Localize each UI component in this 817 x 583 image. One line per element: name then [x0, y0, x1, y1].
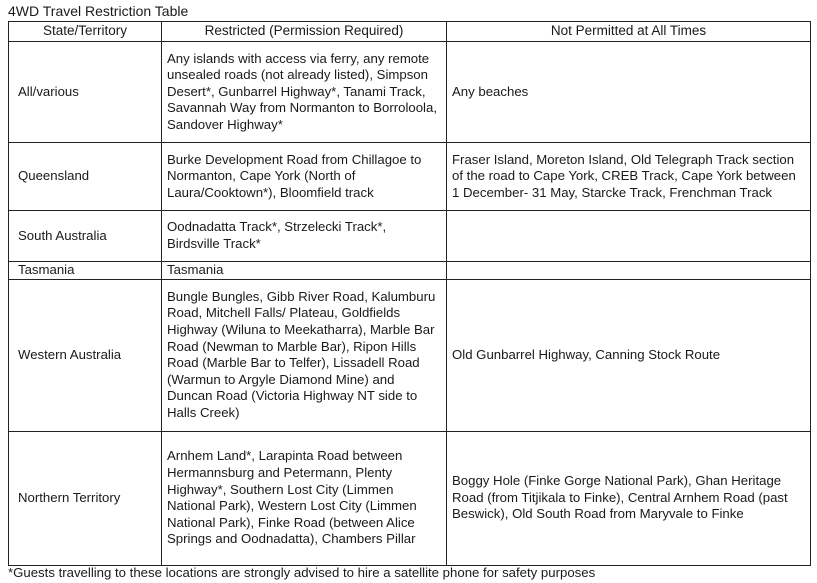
state-cell: Queensland	[9, 143, 162, 211]
not-permitted-cell: Any beaches	[447, 42, 811, 143]
not-permitted-cell	[447, 262, 811, 280]
restricted-cell: Tasmania	[162, 262, 447, 280]
table-row	[9, 279, 811, 431]
table-row	[9, 143, 811, 211]
column-header-state: State/Territory	[9, 22, 162, 42]
state-cell: Northern Territory	[9, 431, 162, 565]
table-header-row	[9, 22, 811, 42]
not-permitted-cell: Old Gunbarrel Highway, Canning Stock Route	[447, 279, 811, 431]
state-cell: South Australia	[9, 211, 162, 262]
not-permitted-cell	[447, 211, 811, 262]
table-row	[9, 42, 811, 143]
state-cell: Tasmania	[9, 262, 162, 280]
not-permitted-cell: Boggy Hole (Finke Gorge National Park), Ghan Heritage Road (from Titjikala to Finke), Central Arnhem Road (past Beswick), Old South Road from Maryvale to Finke	[447, 431, 811, 565]
restricted-cell: Burke Development Road from Chillagoe to Normanton, Cape York (North of Laura/Cooktown*), Bloomfield track	[162, 143, 447, 211]
restricted-cell: Bungle Bungles, Gibb River Road, Kalumburu Road, Mitchell Falls/ Plateau, Goldfields Highway (Wiluna to Meekatharra), Marble Bar Road (Newman to Marble Bar), Ripon Hills Road (Marble Bar to Telfer), Lissadell Road (Warmun to Argyle Diamond Mine) and Duncan Road (Victoria Highway NT side to Halls Creek)	[162, 279, 447, 431]
restricted-cell: Oodnadatta Track*, Strzelecki Track*, Birdsville Track*	[162, 211, 447, 262]
restricted-cell: Any islands with access via ferry, any remote unsealed roads (not already listed), Simpson Desert*, Gunbarrel Highway*, Tanami Track, Savannah Way from Normanton to Borroloola, Sandover Highway*	[162, 42, 447, 143]
not-permitted-cell: Fraser Island, Moreton Island, Old Telegraph Track section of the road to Cape York, CREB Track, Cape York between 1 December- 31 May, Starcke Track, Frenchman Track	[447, 143, 811, 211]
column-header-not-permitted: Not Permitted at All Times	[447, 22, 811, 42]
state-cell: Western Australia	[9, 279, 162, 431]
page-title: 4WD Travel Restriction Table	[8, 3, 189, 19]
footnote: *Guests travelling to these locations are strongly advised to hire a satellite phone for safety purposes	[8, 565, 596, 580]
restricted-cell: Arnhem Land*, Larapinta Road between Hermannsburg and Petermann, Plenty Highway*, Southern Lost City (Limmen National Park), Western Lost City (Limmen National Park), Finke Road (between Alice Springs and Oodnadatta), Chambers Pillar	[162, 431, 447, 565]
table-row	[9, 262, 811, 280]
restriction-table	[8, 21, 811, 566]
table-row	[9, 431, 811, 565]
state-cell: All/various	[9, 42, 162, 143]
table-row	[9, 211, 811, 262]
column-header-restricted: Restricted (Permission Required)	[162, 22, 447, 42]
